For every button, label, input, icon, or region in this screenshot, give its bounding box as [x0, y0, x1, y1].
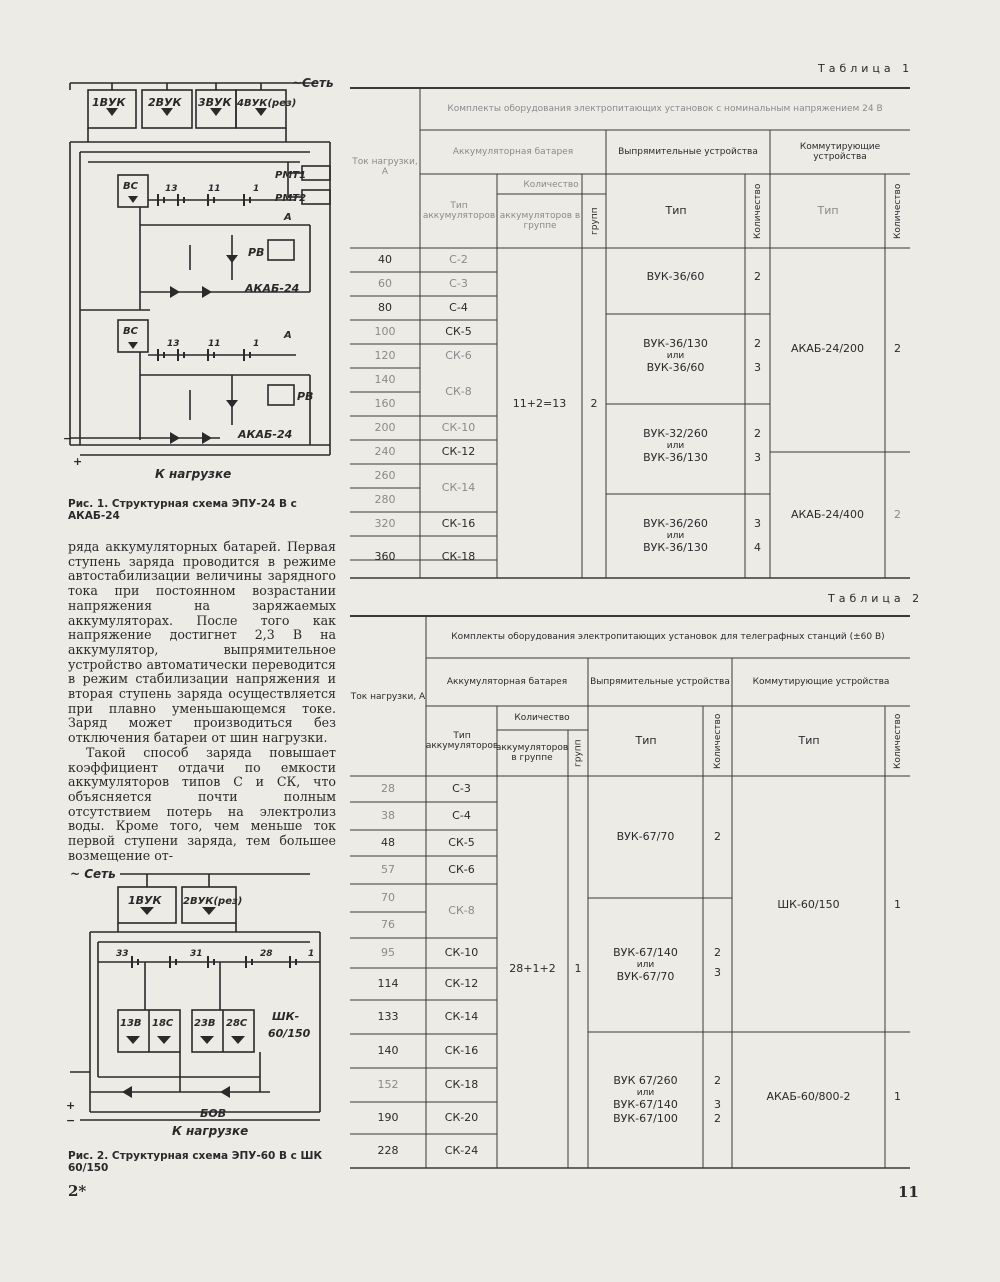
t1-load-8: 240 — [374, 445, 396, 458]
t2-sw-b-n: 1 — [894, 1090, 901, 1103]
fig1-bc2-label: ВС — [123, 326, 138, 337]
t1-rect-b-n1: 2 — [754, 337, 761, 350]
t1-load-9: 260 — [374, 469, 396, 482]
fig1-akab2-label: АКАБ-24 — [238, 428, 293, 441]
fig2-shk-label: ШК- — [272, 1010, 300, 1023]
article-text — [68, 540, 336, 863]
t2-load-1: 38 — [381, 809, 395, 822]
fig2-shk2-label: 60/150 — [268, 1027, 311, 1040]
table1-h-switching: Коммутирующие устройства — [799, 142, 881, 162]
fig2-bov-label: БОВ — [200, 1107, 227, 1120]
t1-acc-4: СК-6 — [445, 349, 472, 362]
t1-rect-a-n: 2 — [754, 270, 761, 283]
t1-acc-9: СК-16 — [441, 517, 476, 530]
t1-acc-1: С-3 — [449, 277, 468, 290]
t1-acc-8: СК-14 — [441, 481, 476, 494]
table2-h-count: Количество — [713, 713, 723, 769]
table-2 — [350, 612, 910, 1172]
t1-acc-2: С-4 — [449, 301, 468, 314]
t2-sw-a-n: 1 — [894, 898, 901, 911]
page-mark: 2* — [68, 1182, 87, 1200]
t2-load-3: 57 — [381, 863, 395, 876]
t2-rect-b-n2: 3 — [714, 966, 721, 979]
t2-rect-c2: ВУК-67/140 — [613, 1098, 678, 1111]
t1-load-12: 360 — [374, 550, 396, 563]
t2-load-12: 228 — [377, 1144, 399, 1157]
fig2-n1-label: 1 — [308, 949, 315, 959]
t1-load-4: 120 — [374, 349, 396, 362]
table2-label: Таблица 2 — [828, 592, 924, 605]
table1-h-qty: Количество — [523, 180, 579, 190]
t2-rect-b-n1: 2 — [714, 946, 721, 959]
t2-in-group: 28+1+2 — [509, 962, 556, 975]
table2-h-in-group: аккумуляторов в группе — [495, 743, 569, 763]
table2-h-acc-type: Тип аккумуляторов — [425, 731, 499, 751]
table2-h-count-sw: Количество — [893, 713, 903, 769]
t2-acc-2: СК-5 — [448, 836, 475, 849]
t2-rect-b2: ВУК-67/70 — [616, 970, 675, 983]
fig1-schematic — [60, 70, 340, 490]
t1-rect-b-or: или — [666, 351, 685, 361]
t1-rect-b2: ВУК-36/60 — [646, 361, 705, 374]
t2-rect-c-n2: 3 — [714, 1098, 721, 1111]
t2-load-7: 114 — [377, 977, 399, 990]
t2-acc-3: СК-6 — [448, 863, 475, 876]
t2-rect-a: ВУК-67/70 — [616, 830, 675, 843]
fig1-net-label: ~Сеть — [292, 76, 334, 90]
t2-load-6: 95 — [381, 946, 395, 959]
fig1-rmt2-label: РМТ2 — [275, 193, 307, 204]
t1-groups: 2 — [590, 397, 598, 410]
fig1-load-label: К нагрузке — [155, 467, 232, 481]
t1-load-1: 60 — [378, 277, 392, 290]
t2-rect-b-or: или — [636, 960, 655, 970]
t1-rect-b1: ВУК-36/130 — [643, 337, 708, 350]
t1-acc-3: СК-5 — [445, 325, 472, 338]
fig1-n13b-label: 13 — [167, 339, 180, 349]
t2-load-0: 28 — [381, 782, 395, 795]
fig1-n11-label: 11 — [208, 184, 221, 194]
t1-acc-7: СК-12 — [441, 445, 476, 458]
t2-rect-a-n: 2 — [714, 830, 721, 843]
table1-label: Таблица 1 — [818, 62, 914, 75]
paragraph-1: ряда аккумуляторных батарей. Первая ступень заряда проводится в режиме автостабилизации величины зарядного тока при постоянном возрастании напряжения на заряжаемых аккумуляторах. После того как напряжение достигнет 2,3 В на аккумулятор, выпрямительное устройство автоматически переводится в режим стабилизации напряжения и вторая ступень заряда осуществляется при плавно уменьшающемся токе. Заряд может производиться без отключения батареи от шин нагрузки. — [68, 539, 336, 746]
t1-load-7: 200 — [374, 421, 396, 434]
table2-h-load: Ток нагрузки, А — [350, 692, 426, 702]
table2-title: Комплекты оборудования электропитающих установок для телеграфных станций (±60 В) — [451, 632, 885, 642]
page-number: 11 — [898, 1183, 919, 1201]
fig1-rect4-label: 4ВУК(рез) — [237, 98, 297, 109]
table1-h-type-sw: Тип — [817, 204, 839, 217]
t1-load-11: 320 — [374, 517, 396, 530]
t1-load-5: 140 — [374, 373, 396, 386]
t1-rect-d-n1: 3 — [754, 517, 761, 530]
t2-rect-c-or: или — [636, 1088, 655, 1098]
table1-h-acc-type: Тип аккумуляторов — [422, 201, 496, 221]
t1-rect-b-n2: 3 — [754, 361, 761, 374]
table1-h-count-sw: Количество — [893, 183, 903, 239]
t1-rect-c-or: или — [666, 441, 685, 451]
t1-acc-5: СК-8 — [445, 385, 472, 398]
fig2-net-label: ~ Сеть — [70, 867, 116, 881]
t2-rect-c1: ВУК 67/260 — [613, 1074, 678, 1087]
fig2-rect2-label: 2ВУК(рез) — [183, 896, 243, 907]
table1-h-count: Количество — [753, 183, 763, 239]
fig1-n1-label: 1 — [253, 184, 260, 194]
t2-rect-c3: ВУК-67/100 — [613, 1112, 678, 1125]
fig1-rect2-label: 2ВУК — [148, 96, 182, 109]
t2-acc-9: СК-18 — [444, 1078, 479, 1091]
fig1-n11b-label: 11 — [208, 339, 221, 349]
table2-h-qty: Количество — [514, 713, 570, 723]
t2-load-9: 140 — [377, 1044, 399, 1057]
fig1-rb1-label: РВ — [248, 246, 265, 259]
t1-load-2: 80 — [378, 301, 392, 314]
t1-rect-d1: ВУК-36/260 — [643, 517, 708, 530]
t1-rect-c-n2: 3 — [754, 451, 761, 464]
t2-acc-4: СК-8 — [448, 904, 475, 917]
t2-sw-a: ШК-60/150 — [777, 898, 840, 911]
t2-load-11: 190 — [377, 1111, 399, 1124]
fig2-load-label: К нагрузке — [172, 1124, 249, 1138]
table1-title: Комплекты оборудования электропитающих установок с номинальным напряжением 24 В — [447, 104, 883, 114]
t2-acc-11: СК-24 — [444, 1144, 479, 1157]
t2-acc-5: СК-10 — [444, 946, 479, 959]
t1-rect-c-n1: 2 — [754, 427, 761, 440]
fig1-rect1-label: 1ВУК — [92, 96, 126, 109]
table-1 — [350, 82, 910, 580]
figure-1 — [60, 70, 340, 522]
t2-load-10: 152 — [377, 1078, 399, 1091]
table2-h-type-sw: Тип — [798, 734, 820, 747]
table1-h-groups: групп — [590, 207, 600, 235]
table1-h-type: Тип — [665, 204, 687, 217]
t2-acc-7: СК-14 — [444, 1010, 479, 1023]
table1-h-rectifiers: Выпрямительные устройства — [618, 147, 758, 157]
table2-h-rectifiers: Выпрямительные устройства — [590, 677, 730, 687]
table1-h-load: Ток нагрузки, А — [352, 157, 418, 177]
t1-load-6: 160 — [374, 397, 396, 410]
t1-acc-10: СК-18 — [441, 550, 476, 563]
table2-h-groups: групп — [573, 739, 584, 767]
fig2-minus: − — [66, 1114, 76, 1127]
t1-rect-c2: ВУК-36/130 — [643, 451, 708, 464]
t1-rect-a: ВУК-36/60 — [646, 270, 705, 283]
table2-h-battery: Аккумуляторная батарея — [446, 677, 568, 687]
fig2-caption: Рис. 2. Структурная схема ЭПУ-60 В с ШК 60/150 — [68, 1150, 323, 1174]
t2-load-8: 133 — [377, 1010, 399, 1023]
t1-load-0: 40 — [378, 253, 392, 266]
fig1-a1-label: А — [284, 212, 292, 223]
fig2-b13-label: 13В — [120, 1018, 142, 1029]
t2-load-5: 76 — [381, 918, 395, 931]
fig1-rect3-label: 3ВУК — [198, 96, 232, 109]
t1-load-10: 280 — [374, 493, 396, 506]
t2-rect-c-n3: 2 — [714, 1112, 721, 1125]
t1-rect-c1: ВУК-32/260 — [643, 427, 708, 440]
t1-rect-d-or: или — [666, 531, 685, 541]
fig1-n1b-label: 1 — [253, 339, 260, 349]
fig1-plus: + — [73, 455, 83, 468]
t1-rect-d-n2: 4 — [754, 541, 761, 554]
figure-2 — [60, 862, 340, 1182]
fig1-akab1-label: АКАБ-24 — [245, 282, 300, 295]
fig1-minus: − — [63, 432, 73, 445]
fig2-n28-label: 28 — [260, 949, 273, 959]
t2-acc-0: С-3 — [452, 782, 471, 795]
fig2-schematic — [60, 862, 340, 1152]
t2-rect-c-n1: 2 — [714, 1074, 721, 1087]
t2-rect-b1: ВУК-67/140 — [613, 946, 678, 959]
t1-sw-b: АКАБ-24/400 — [790, 508, 865, 521]
t2-acc-6: СК-12 — [444, 977, 479, 990]
t1-in-group: 11+2=13 — [512, 397, 567, 410]
fig2-b23-label: 23В — [194, 1018, 216, 1029]
t2-load-4: 70 — [381, 891, 395, 904]
t2-groups: 1 — [574, 962, 582, 975]
table1-h-battery: Аккумуляторная батарея — [452, 147, 574, 157]
t2-acc-10: СК-20 — [444, 1111, 479, 1124]
t1-acc-0: С-2 — [449, 253, 468, 266]
table1-h-in-group: аккумуляторов в группе — [499, 211, 581, 231]
t2-load-2: 48 — [381, 836, 395, 849]
fig1-n13-label: 13 — [165, 184, 178, 194]
paragraph-2: Такой способ заряда повышает коэффициент отдачи по емкости аккумуляторов типов С и СК, что объясняется почти полным отсутствием потерь на электролиз воды. Кроме того, чем меньше ток первой ступени заряда, тем большее возмещение от- — [68, 744, 336, 863]
t1-acc-6: СК-10 — [441, 421, 476, 434]
fig2-b28-label: 28С — [226, 1018, 248, 1029]
table2-h-type: Тип — [635, 734, 657, 747]
t1-sw-b-n: 2 — [894, 508, 901, 521]
t2-acc-1: С-4 — [452, 809, 471, 822]
t1-load-3: 100 — [374, 325, 396, 338]
fig1-rmt1-label: РМТ1 — [275, 170, 307, 181]
t1-sw-a-n: 2 — [894, 342, 901, 355]
t2-acc-8: СК-16 — [444, 1044, 479, 1057]
fig2-n33-label: 33 — [116, 949, 129, 959]
fig2-plus: + — [66, 1099, 76, 1112]
t2-sw-b: АКАБ-60/800-2 — [766, 1090, 851, 1103]
fig1-rb2-label: РВ — [297, 390, 314, 403]
fig2-b18-label: 18С — [152, 1018, 174, 1029]
fig2-n31-label: 31 — [190, 949, 203, 959]
fig1-a2-label: А — [284, 330, 292, 341]
fig1-caption: Рис. 1. Структурная схема ЭПУ-24 В с АКАБ-24 — [68, 498, 297, 522]
t1-sw-a: АКАБ-24/200 — [790, 342, 865, 355]
t1-rect-d2: ВУК-36/130 — [643, 541, 708, 554]
fig2-rect1-label: 1ВУК — [128, 894, 162, 907]
fig1-bc1-label: ВС — [123, 181, 138, 192]
table2-h-switching: Коммутирующие устройства — [752, 677, 890, 687]
